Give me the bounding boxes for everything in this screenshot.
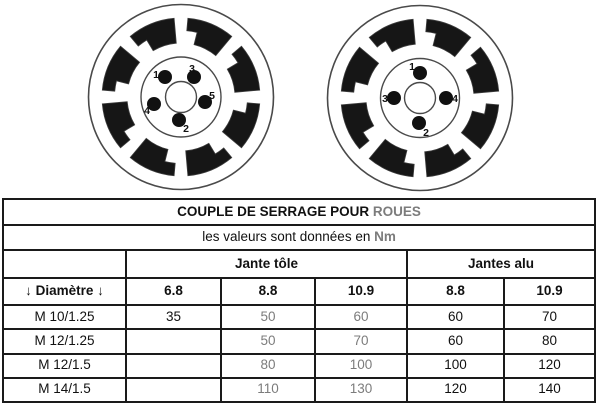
column-header-grade: 10.9	[315, 278, 407, 305]
torque-value: 130	[315, 378, 407, 402]
torque-value: 70	[504, 305, 595, 329]
lug-number-label: 1	[153, 69, 159, 81]
column-header-grade: 6.8	[126, 278, 221, 305]
torque-value: 50	[221, 329, 315, 353]
column-header-grade: 10.9	[504, 278, 595, 305]
center-bore	[405, 83, 436, 114]
title-black-text: COUPLE DE SERRAGE POUR	[177, 203, 373, 219]
torque-value: 120	[504, 354, 595, 378]
wheel-diagram-5-lug	[86, 2, 276, 192]
row-label: M 12/1.5	[3, 354, 126, 378]
torque-value: 140	[504, 378, 595, 402]
lug-number-label: 3	[382, 93, 388, 105]
column-header-diameter: ↓ Diamètre ↓	[3, 278, 126, 305]
lug-number-label: 1	[409, 61, 415, 73]
table-subtitle	[3, 225, 595, 250]
torque-value: 100	[407, 354, 504, 378]
torque-value: 60	[315, 305, 407, 329]
row-label: M 12/1.25	[3, 329, 126, 353]
lug-number-label: 2	[183, 123, 189, 135]
table-row	[3, 354, 595, 378]
table-title	[3, 199, 595, 225]
lug-number-label: 2	[423, 127, 429, 139]
group-header-empty-cell	[3, 250, 126, 278]
table-row	[3, 305, 595, 329]
lug-number-label: 3	[189, 63, 195, 75]
lug-nut-3	[387, 91, 401, 105]
subtitle-unit: Nm	[374, 229, 396, 245]
torque-value: 110	[221, 378, 315, 402]
row-label: M 10/1.25	[3, 305, 126, 329]
torque-value: 50	[221, 305, 315, 329]
torque-value: 80	[504, 329, 595, 353]
row-label: M 14/1.5	[3, 378, 126, 402]
group-header-steel: Jante tôle	[126, 250, 407, 278]
torque-table	[2, 198, 596, 403]
torque-value: 80	[221, 354, 315, 378]
torque-value: 35	[126, 305, 221, 329]
torque-value: 120	[407, 378, 504, 402]
torque-value	[126, 378, 221, 402]
torque-value: 70	[315, 329, 407, 353]
group-header-row	[3, 250, 595, 278]
torque-value	[126, 354, 221, 378]
table-subtitle-row	[3, 225, 595, 250]
lug-nut-1	[158, 70, 172, 84]
table-row	[3, 329, 595, 353]
column-header-grade: 8.8	[407, 278, 504, 305]
torque-value	[126, 329, 221, 353]
lug-number-label: 5	[209, 90, 215, 102]
lug-nut-4	[439, 91, 453, 105]
table-title-row	[3, 199, 595, 225]
torque-value: 60	[407, 329, 504, 353]
torque-value: 60	[407, 305, 504, 329]
center-bore	[166, 82, 197, 113]
torque-value: 100	[315, 354, 407, 378]
group-header-alu: Jantes alu	[407, 250, 595, 278]
lug-nut-1	[413, 66, 427, 80]
lug-number-label: 4	[452, 93, 458, 105]
title-gray-text: ROUES	[372, 203, 421, 219]
table-row	[3, 378, 595, 402]
column-header-grade: 8.8	[221, 278, 315, 305]
column-header-row	[3, 278, 595, 305]
lug-number-label: 4	[144, 105, 150, 117]
wheel-diagram-4-lug	[325, 3, 515, 193]
subtitle-black-text: les valeurs sont données en	[202, 229, 375, 245]
